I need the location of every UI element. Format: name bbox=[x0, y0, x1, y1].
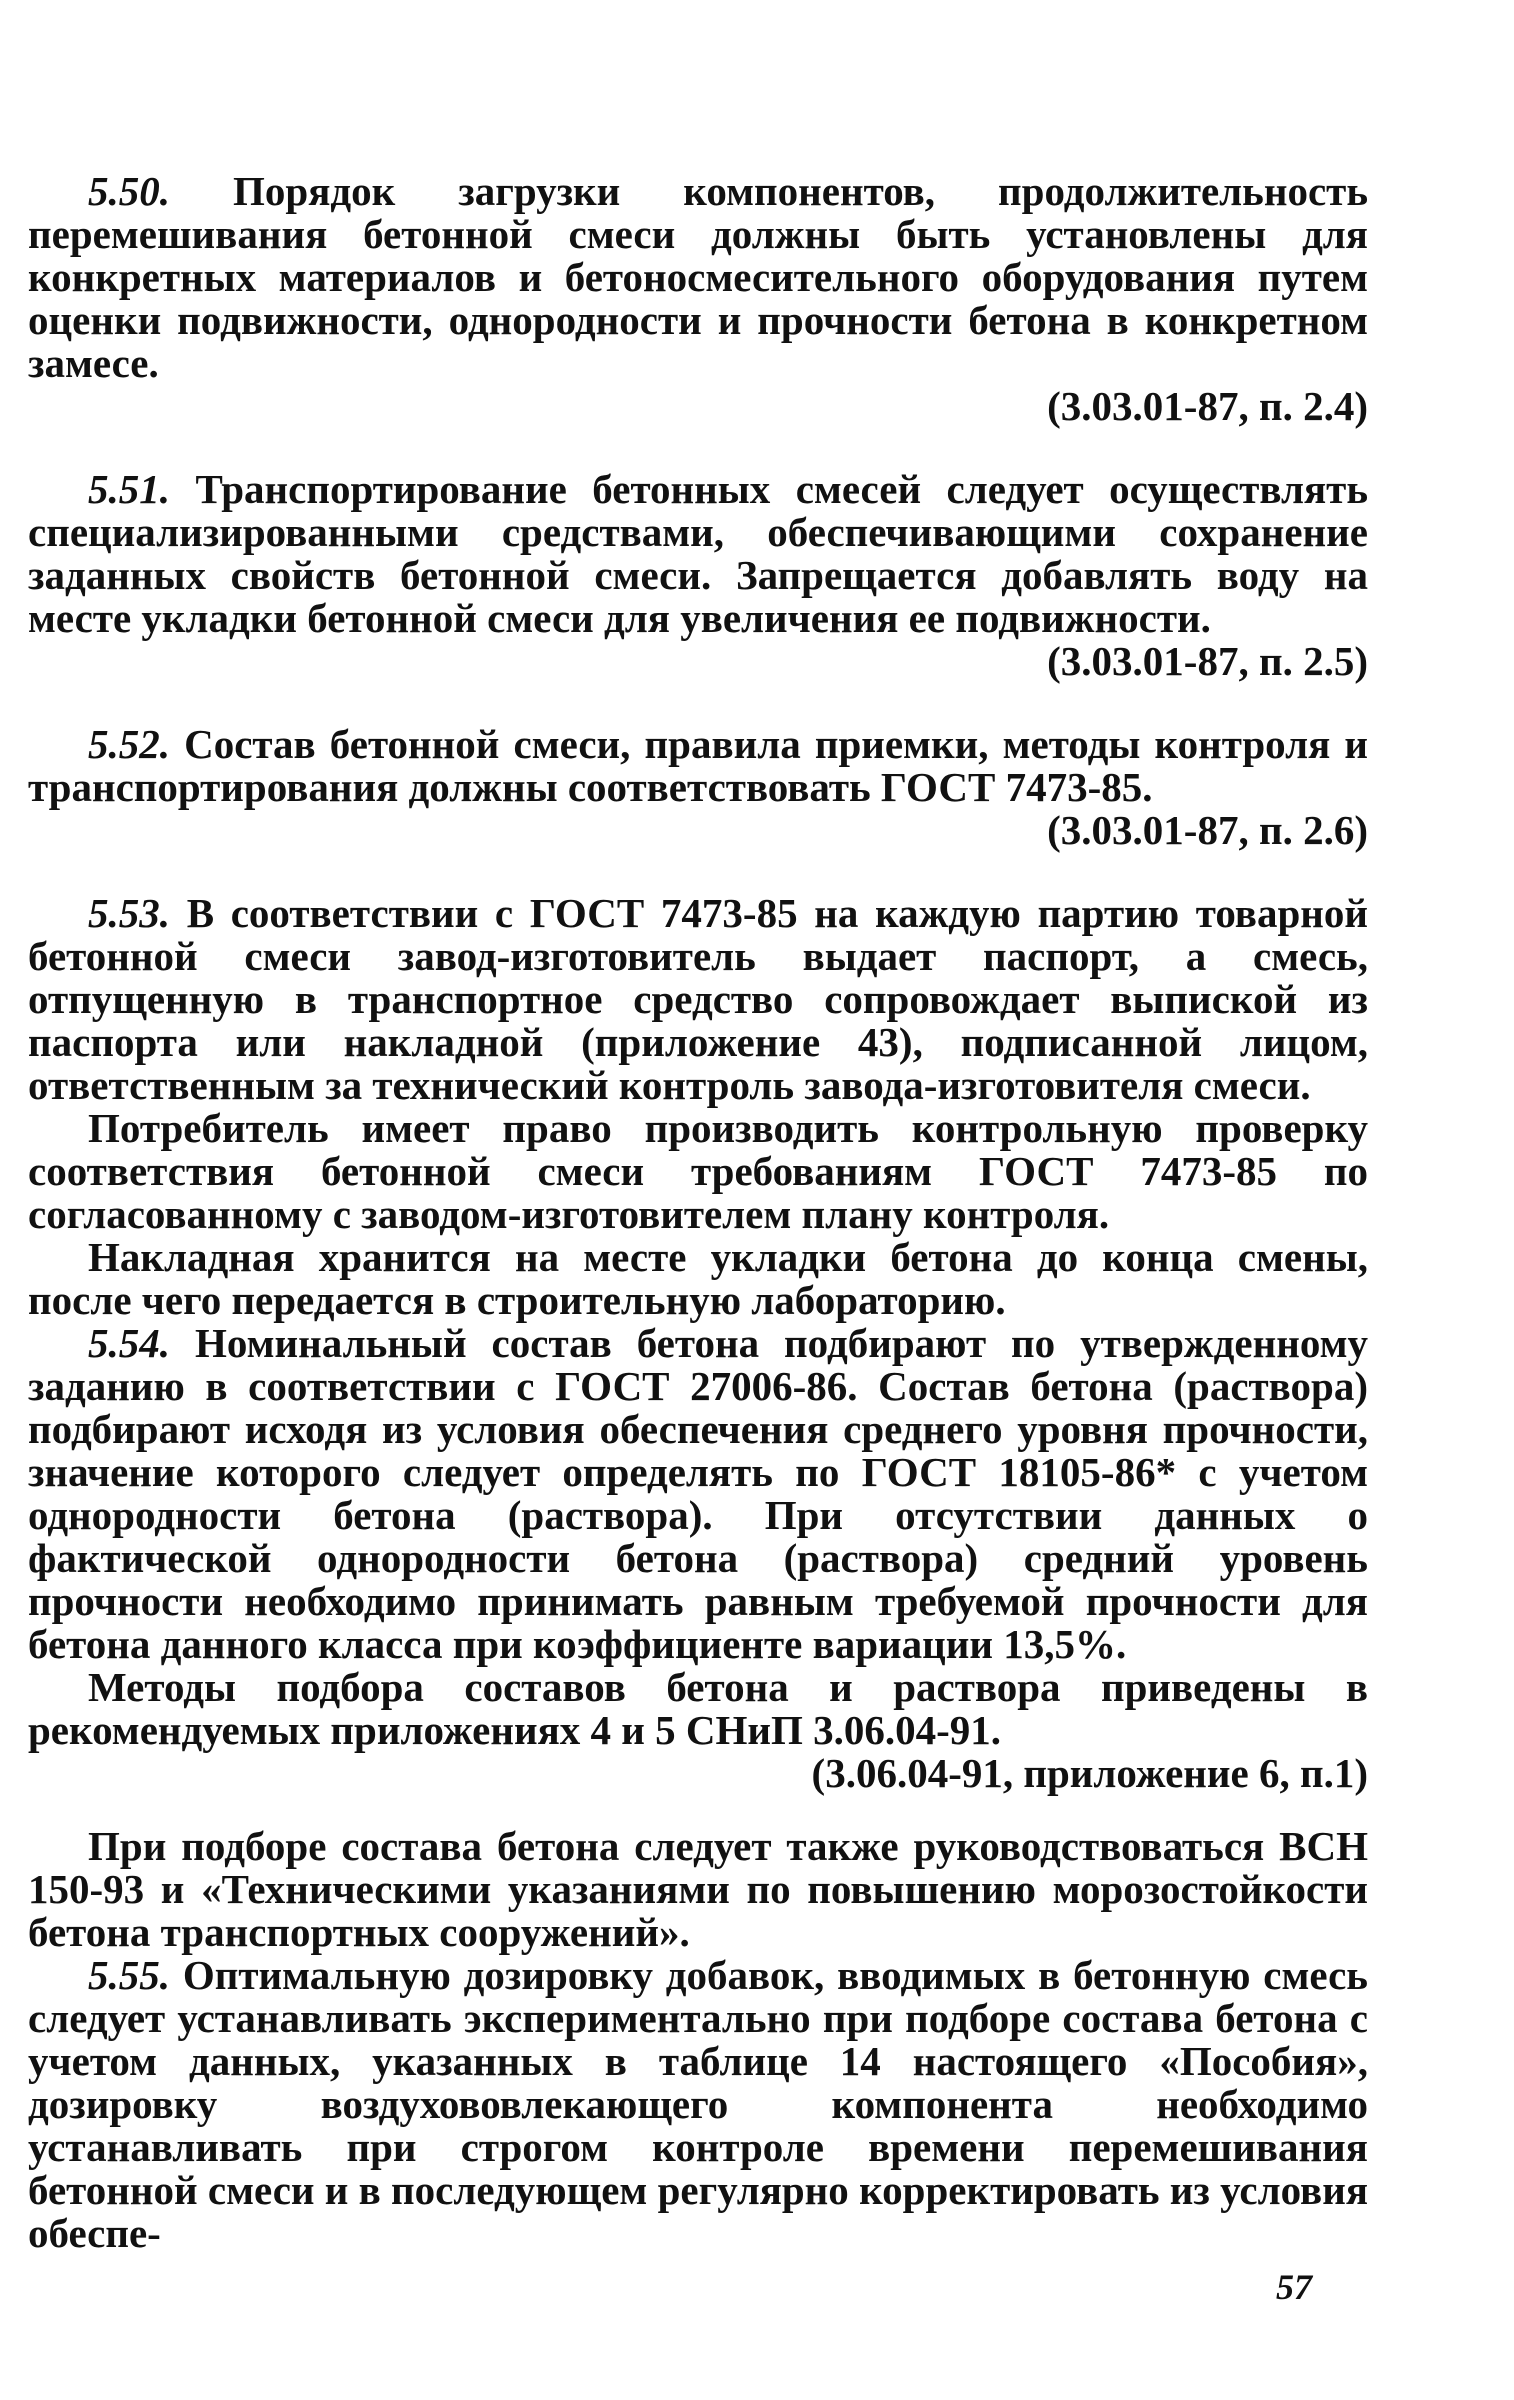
document-page bbox=[28, 170, 1368, 2255]
paragraph-5-53 bbox=[28, 892, 1368, 1107]
section-number: 5.53. bbox=[88, 890, 170, 936]
reference-5-52: (3.03.01-87, п. 2.6) bbox=[1047, 807, 1368, 853]
paragraph-5-51 bbox=[28, 468, 1368, 640]
paragraph-5-52 bbox=[28, 723, 1368, 809]
reference-5-51: (3.03.01-87, п. 2.5) bbox=[1047, 638, 1368, 684]
paragraph-text: Порядок загрузки компонентов, продолжительность перемешивания бетонной смеси должны быть установлены для конкретных материалов и бетоносмесительного оборудования путем оценки подвижности, однородности и прочности бетона в конкретном замесе. bbox=[28, 168, 1369, 386]
section-number: 5.54. bbox=[88, 1320, 170, 1366]
paragraph-5-50 bbox=[28, 170, 1368, 385]
paragraph-5-54 bbox=[28, 1322, 1368, 1666]
paragraph-5-53-consumer: Потребитель имеет право производить контрольную проверку соответствия бетонной смеси требованиям ГОСТ 7473-85 по согласованному с заводом-изготовителем плану контроля. bbox=[28, 1105, 1368, 1237]
paragraph-text: Номинальный состав бетона подбирают по утвержденному заданию в соответствии с ГОСТ 27006-86. Состав бетона (раствора) подбирают исходя из условия обеспечения среднего уровня прочности, значение которого следует определять по ГОСТ 18105-86* с учетом однородности бетона (раствора). При отсутствии данных о фактической однородности бетона (раствора) средний уровень прочности необходимо принимать равным требуемой прочности для бетона данного класса при коэффициенте вариации 13,5%. bbox=[28, 1320, 1368, 1667]
section-number: 5.51. bbox=[88, 466, 170, 512]
paragraph-5-54-methods: Методы подбора составов бетона и раствора приведены в рекомендуемых приложениях 4 и 5 СНиП 3.06.04-91. bbox=[28, 1664, 1368, 1753]
paragraph-text: Транспортирование бетонных смесей следует осуществлять специализированными средствами, обеспечивающими сохранение заданных свойств бетонной смеси. Запрещается добавлять воду на месте укладки бетонной смеси для увеличения ее подвижности. bbox=[28, 466, 1369, 641]
section-number: 5.50. bbox=[88, 168, 170, 214]
section-number: 5.52. bbox=[88, 721, 170, 767]
paragraph-5-55 bbox=[28, 1954, 1368, 2255]
reference-5-54: (3.06.04-91, приложение 6, п.1) bbox=[811, 1750, 1368, 1796]
section-number: 5.55. bbox=[88, 1952, 170, 1998]
paragraph-5-53-invoice: Накладная хранится на месте укладки бетона до конца смены, после чего передается в строительную лабораторию. bbox=[28, 1234, 1368, 1323]
paragraph-text: Оптимальную дозировку добавок, вводимых в бетонную смесь следует устанавливать экспериментально при подборе состава бетона с учетом данных, указанных в таблице 14 настоящего «Пособия», дозировку воздухововлекающего компонента необходимо устанавливать при строгом контроле времени перемешивания бетонной смеси и в последующем регулярно корректировать из условия обеспе- bbox=[28, 1952, 1368, 2256]
paragraph-text: Состав бетонной смеси, правила приемки, методы контроля и транспортирования должны соответствовать ГОСТ 7473-85. bbox=[28, 721, 1368, 810]
paragraph-text: В соответствии с ГОСТ 7473-85 на каждую партию товарной бетонной смеси завод-изготовитель выдает паспорт, а смесь, отпущенную в транспортное средство сопровождает выпиской из паспорта или накладной (приложение 43), подписанной лицом, ответственным за технический контроль завода-изготовителя смеси. bbox=[28, 890, 1368, 1108]
paragraph-5-54-vsn: При подборе состава бетона следует также руководствоваться ВСН 150-93 и «Техническими указаниями по повышению морозостойкости бетона транспортных сооружений». bbox=[28, 1823, 1368, 1955]
reference-5-50: (3.03.01-87, п. 2.4) bbox=[1047, 383, 1368, 429]
page-number: 57 bbox=[1276, 2267, 1312, 2307]
